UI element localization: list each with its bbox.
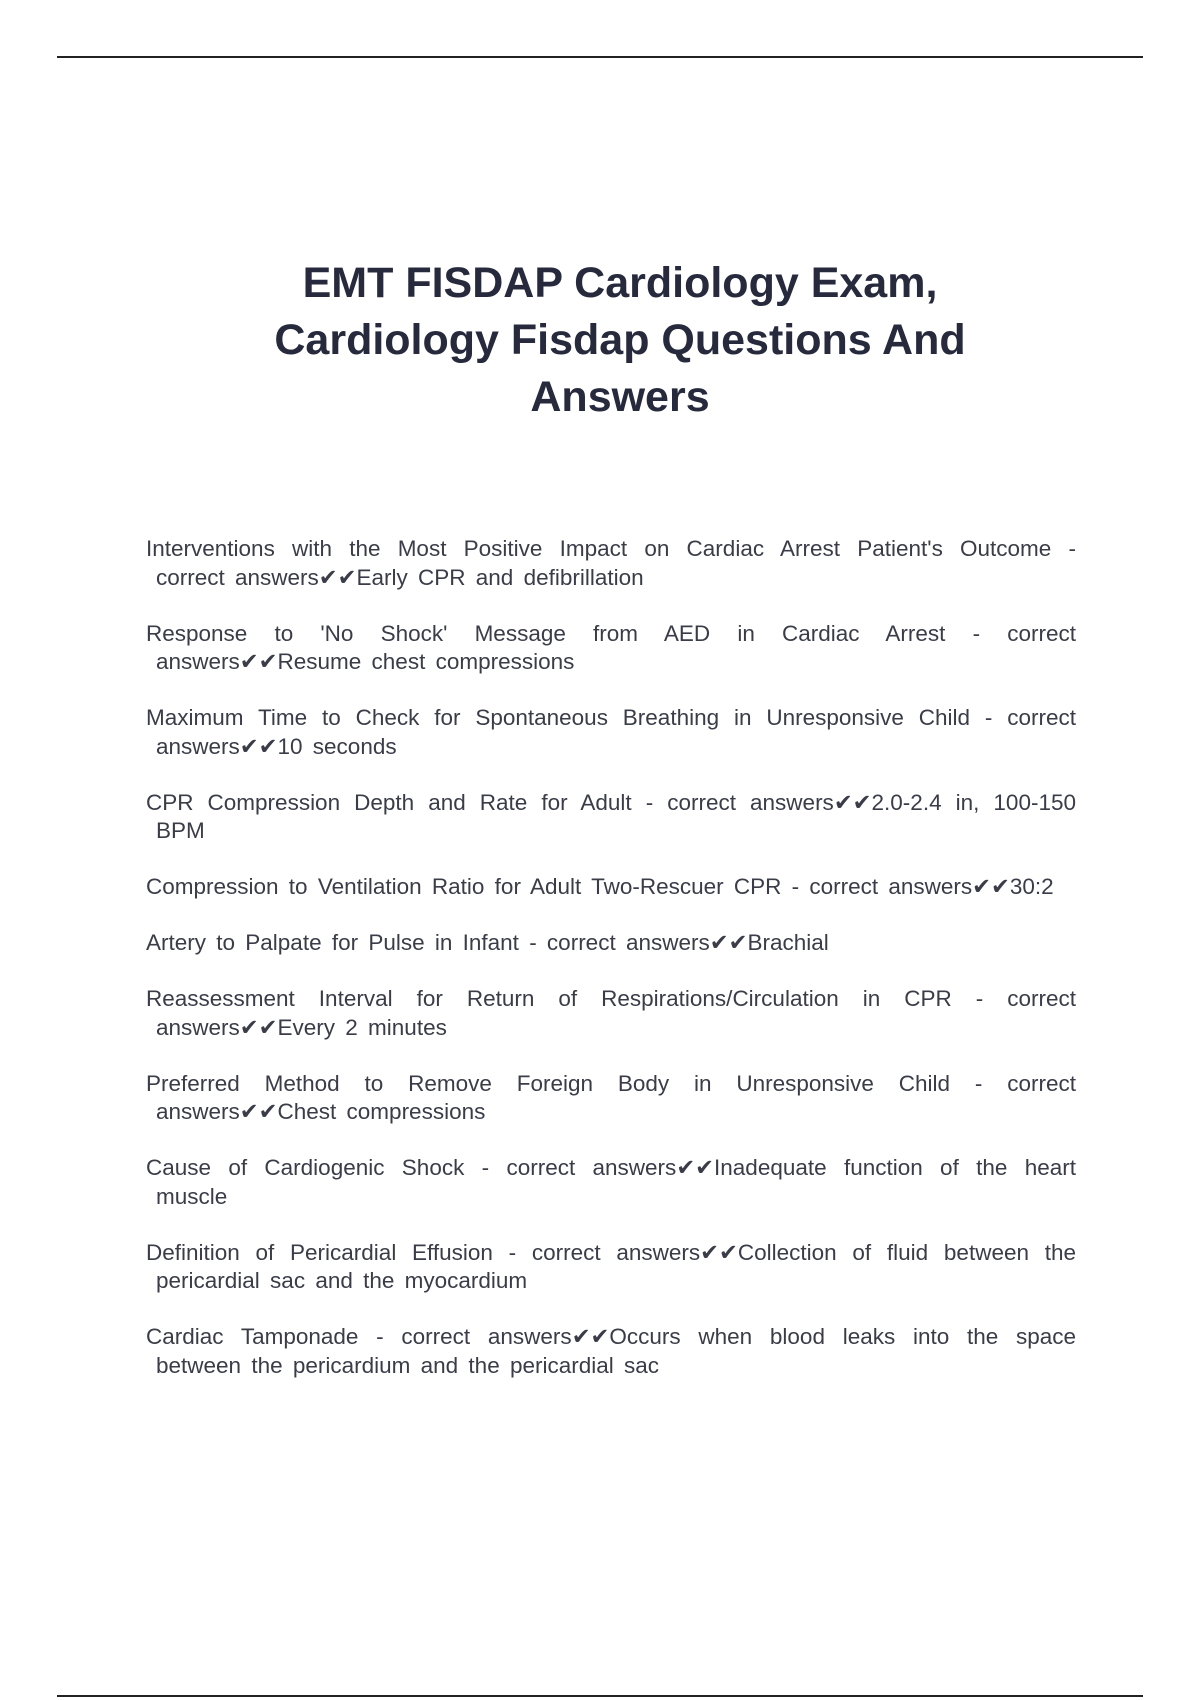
answer-separator: - correct answers [156, 705, 1076, 759]
answer-separator: - correct answers [156, 620, 1076, 674]
qa-item [146, 620, 1076, 677]
question-text: Preferred Method to Remove Foreign Body in Unresponsive Child [146, 1070, 951, 1096]
qa-item [146, 535, 1076, 592]
answer-text: Occurs when blood leaks into the space between the pericardium and the pericardial sac [156, 1324, 1077, 1378]
answer-text: Early CPR and defibrillation [356, 564, 644, 590]
bottom-rule [57, 1695, 1143, 1697]
check-marks: ✔✔ [676, 1155, 715, 1180]
qa-item [146, 1070, 1076, 1127]
title-line-3: Answers [530, 373, 710, 421]
question-text: Definition of Pericardial Effusion [146, 1239, 493, 1265]
check-marks: ✔✔ [239, 733, 278, 759]
answer-separator: - correct answers [358, 1324, 572, 1349]
answer-separator: - correct answers [156, 986, 1076, 1040]
check-marks: ✔✔ [700, 1239, 738, 1265]
question-text: Response to 'No Shock' Message from AED in Cardiac Arrest [146, 620, 946, 646]
answer-text: Resume chest compressions [277, 649, 575, 674]
check-marks: ✔✔ [571, 1324, 610, 1349]
check-marks: ✔✔ [239, 1099, 278, 1124]
check-marks: ✔✔ [833, 789, 872, 815]
qa-item [146, 789, 1076, 846]
qa-list [146, 535, 1076, 1408]
answer-separator: - correct answers [156, 1070, 1077, 1124]
answer-text: 10 seconds [277, 733, 397, 759]
question-text: CPR Compression Depth and Rate for Adult [146, 789, 632, 815]
check-marks: ✔✔ [709, 930, 748, 955]
answer-separator: - correct answers [781, 874, 973, 899]
check-marks: ✔✔ [239, 649, 278, 674]
question-text: Compression to Ventilation Ratio for Adult Two-Rescuer CPR [146, 874, 782, 899]
qa-item [146, 1154, 1076, 1211]
answer-text: 2.0-2.4 in, 100-150 BPM [156, 789, 1076, 843]
answer-separator: - correct answers [631, 789, 834, 815]
answer-separator: - correct answers [518, 930, 710, 955]
title-line-2: Cardiology Fisdap Questions And [274, 316, 966, 364]
title-line-1: EMT FISDAP Cardiology Exam, [302, 259, 938, 307]
question-text: Maximum Time to Check for Spontaneous Breathing in Unresponsive Child [146, 705, 971, 730]
qa-item [146, 704, 1076, 761]
question-text: Cardiac Tamponade [146, 1324, 359, 1349]
check-marks: ✔✔ [239, 1014, 278, 1040]
qa-item [146, 873, 1076, 902]
qa-item [146, 985, 1076, 1042]
answer-separator: - correct answers [156, 536, 1076, 590]
question-text: Reassessment Interval for Return of Respirations/Circulation in CPR [146, 986, 952, 1011]
check-marks: ✔✔ [972, 874, 1010, 899]
check-marks: ✔✔ [318, 564, 357, 590]
answer-separator: - correct answers [464, 1155, 677, 1180]
page-title [150, 255, 1090, 426]
qa-item [146, 1323, 1076, 1380]
question-text: Artery to Palpate for Pulse in Infant [146, 930, 519, 955]
qa-item [146, 929, 1076, 958]
answer-separator: - correct answers [492, 1239, 701, 1265]
answer-text: Chest compressions [277, 1099, 486, 1124]
qa-item [146, 1239, 1076, 1296]
answer-text: Every 2 minutes [277, 1014, 447, 1040]
top-rule [57, 56, 1143, 58]
answer-text: Inadequate function of the heart muscle [156, 1155, 1077, 1209]
answer-text: Collection of fluid between the pericardial sac and the myocardium [156, 1239, 1076, 1293]
answer-text: 30:2 [1009, 874, 1054, 899]
answer-text: Brachial [747, 930, 829, 955]
question-text: Cause of Cardiogenic Shock [146, 1155, 465, 1180]
question-text: Interventions with the Most Positive Impact on Cardiac Arrest Patient's Outcome [146, 536, 1052, 561]
